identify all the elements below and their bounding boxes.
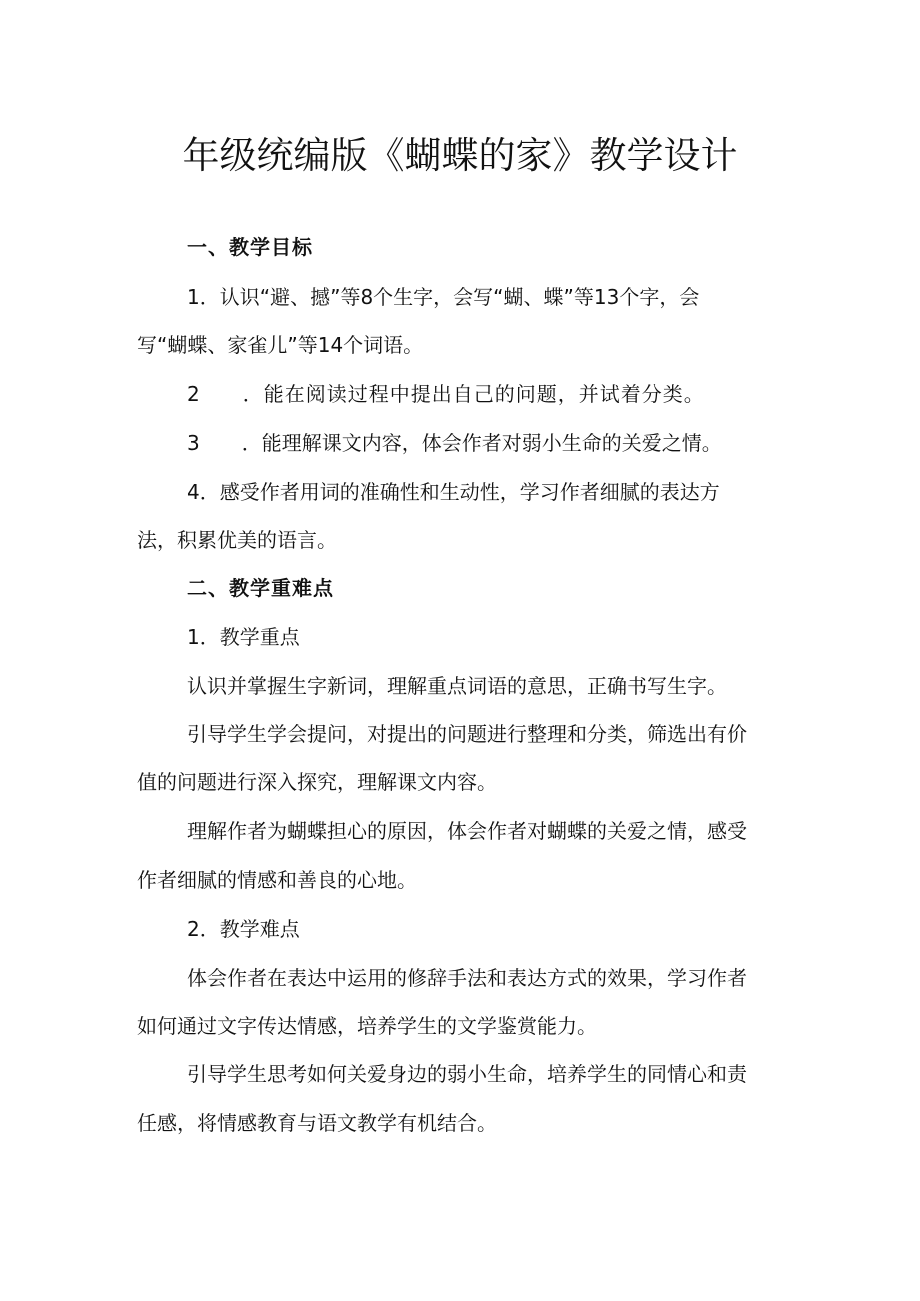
objective-1-line-1: 1．认识“避、撼”等8个生字，会写“蝴、蝶”等13个字，会 xyxy=(187,285,700,309)
difficulty-paragraph-2-line-1: 引导学生思考如何关爱身边的弱小生命，培养学生的同情心和责 xyxy=(187,1062,747,1086)
document-title: 年级统编版《蝴蝶的家》教学设计 xyxy=(182,134,738,177)
section-heading-objectives: 一、教学目标 xyxy=(187,235,313,259)
objective-4-line-2: 法，积累优美的语言。 xyxy=(137,528,337,552)
key-point-paragraph-3-line-1: 理解作者为蝴蝶担心的原因，体会作者对蝴蝶的关爱之情，感受 xyxy=(187,819,747,843)
objective-3 xyxy=(187,429,797,457)
objective-2-number: 2 xyxy=(187,382,201,406)
difficulty-paragraph-1-line-1: 体会作者在表达中运用的修辞手法和表达方式的效果，学习作者 xyxy=(187,966,747,990)
objective-2 xyxy=(187,380,797,408)
difficulty-paragraph-2-line-2: 任感，将情感教育与语文教学有机结合。 xyxy=(137,1111,497,1135)
objective-4-line-1: 4．感受作者用词的准确性和生动性，学习作者细腻的表达方 xyxy=(187,480,720,504)
section-heading-key-points: 二、教学重难点 xyxy=(187,576,334,600)
objective-3-text: ．能理解课文内容，体会作者对弱小生命的关爱之情。 xyxy=(241,431,722,455)
objective-2-text: ．能在阅读过程中提出自己的问题，并试着分类。 xyxy=(242,382,705,406)
difficulty-paragraph-1-line-2: 如何通过文字传达情感，培养学生的文学鉴赏能力。 xyxy=(137,1014,597,1038)
objective-1-line-2: 写“蝴蝶、家雀儿”等14个词语。 xyxy=(137,333,424,357)
subheading-difficulties: 2．教学难点 xyxy=(187,917,300,941)
objective-3-number: 3 xyxy=(187,431,200,455)
subheading-key-points: 1．教学重点 xyxy=(187,625,300,649)
key-point-paragraph-1: 认识并掌握生字新词，理解重点词语的意思，正确书写生字。 xyxy=(187,674,727,698)
key-point-paragraph-2-line-1: 引导学生学会提问，对提出的问题进行整理和分类，筛选出有价 xyxy=(187,722,747,746)
key-point-paragraph-2-line-2: 值的问题进行深入探究，理解课文内容。 xyxy=(137,770,497,794)
key-point-paragraph-3-line-2: 作者细腻的情感和善良的心地。 xyxy=(137,868,417,892)
